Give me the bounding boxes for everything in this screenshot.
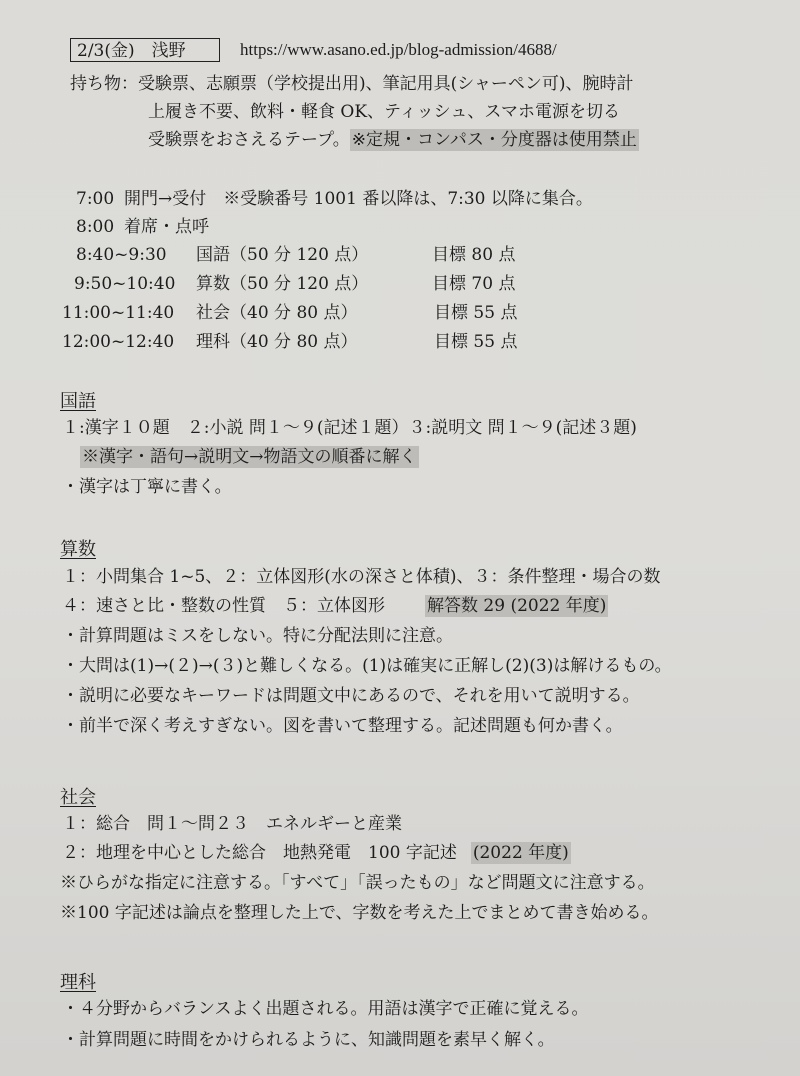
- schedule-target: 目標 70 点: [432, 274, 516, 294]
- schedule-time: 12:00~12:40: [62, 332, 175, 352]
- sansu-line-2: [62, 594, 608, 618]
- shakai-year-highlight: (2022 年度): [472, 843, 569, 863]
- items-line-1: 持ち物：受験票、志願票（学校提出用)、筆記用具(シャーペン可)、腕時計: [70, 74, 634, 94]
- schedule-text: 理科（40 分 80 点）: [196, 332, 358, 352]
- kokugo-line-3: ・漢字は丁寧に書く。: [62, 477, 232, 497]
- shakai-line-4: ※100 字記述は論点を整理した上で、字数を考えた上でまとめて書き始める。: [60, 903, 659, 923]
- items-line-3-text: 受験票をおさえるテープ。: [148, 130, 350, 150]
- kokugo-highlight: ※漢字・語句→説明文→物語文の順番に解く: [82, 447, 417, 467]
- sansu-line-6: ・前半で深く考えすぎない。図を書いて整理する。記述問題も何か書く。: [62, 716, 623, 736]
- date-school-box: 2/3(金) 浅野: [70, 38, 220, 62]
- schedule-time: 8:00: [76, 217, 115, 237]
- section-title-rika: 理科: [60, 972, 96, 993]
- sansu-answer-count: 解答数 29 (2022 年度): [427, 596, 607, 616]
- sansu-line-4: ・大問は(1)→(２)→(３)と難しくなる。(1)は確実に正解し(2)(3)は解けるもの。: [62, 656, 672, 676]
- sansu-line-2-text: ４：速さと比・整数の性質 ５：立体図形: [62, 596, 385, 616]
- url-text: https://www.asano.ed.jp/blog-admission/4688/: [240, 40, 557, 59]
- section-title-sansu: 算数: [60, 539, 96, 560]
- schedule-target: 目標 80 点: [432, 245, 516, 265]
- schedule-text: 着席・点呼: [124, 217, 209, 237]
- items-line-3-highlight: ※定規・コンパス・分度器は使用禁止: [351, 130, 637, 150]
- items-line-2: 上履き不要、飲料・軽食 OK、ティッシュ、スマホ電源を切る: [148, 102, 620, 122]
- rika-line-1: ・４分野からバランスよく出題される。用語は漢字で正確に覚える。: [62, 999, 589, 1019]
- schedule-time: 8:40~9:30: [76, 245, 167, 265]
- items-line-3: [148, 128, 639, 152]
- schedule-time: 7:00: [76, 189, 115, 209]
- schedule-text: 社会（40 分 80 点）: [196, 303, 358, 323]
- sansu-line-3: ・計算問題はミスをしない。特に分配法則に注意。: [62, 626, 453, 646]
- rika-line-2: ・計算問題に時間をかけられるように、知識問題を素早く解く。: [62, 1030, 555, 1050]
- section-title-kokugo: 国語: [60, 391, 96, 412]
- section-title-shakai: 社会: [60, 787, 96, 808]
- schedule-target: 目標 55 点: [434, 303, 518, 323]
- shakai-line-1: １：総合 問１～問２３ エネルギーと産業: [62, 814, 402, 834]
- sansu-line-5: ・説明に必要なキーワードは問題文中にあるので、それを用いて説明する。: [62, 686, 640, 706]
- schedule-text: 国語（50 分 120 点）: [196, 245, 369, 265]
- kokugo-line-1: １:漢字１０題 ２:小説 問１～９(記述１題）３:説明文 問１～９(記述３題): [62, 418, 637, 438]
- sansu-line-1: １：小問集合 1~5、２：立体図形(水の深さと体積)、３：条件整理・場合の数: [62, 567, 661, 587]
- schedule-target: 目標 55 点: [434, 332, 518, 352]
- shakai-line-3: ※ひらがな指定に注意する。「すべて」「誤ったもの」など問題文に注意する。: [60, 873, 655, 893]
- schedule-text: 開門→受付 ※受験番号 1001 番以降は、7:30 以降に集合。: [124, 189, 593, 209]
- shakai-line-2: [62, 841, 571, 865]
- schedule-time: 9:50~10:40: [74, 274, 176, 294]
- schedule-text: 算数（50 分 120 点）: [196, 274, 369, 294]
- schedule-time: 11:00~11:40: [62, 303, 175, 323]
- shakai-line-2-text: ２：地理を中心とした総合 地熱発電 100 字記述: [62, 843, 457, 863]
